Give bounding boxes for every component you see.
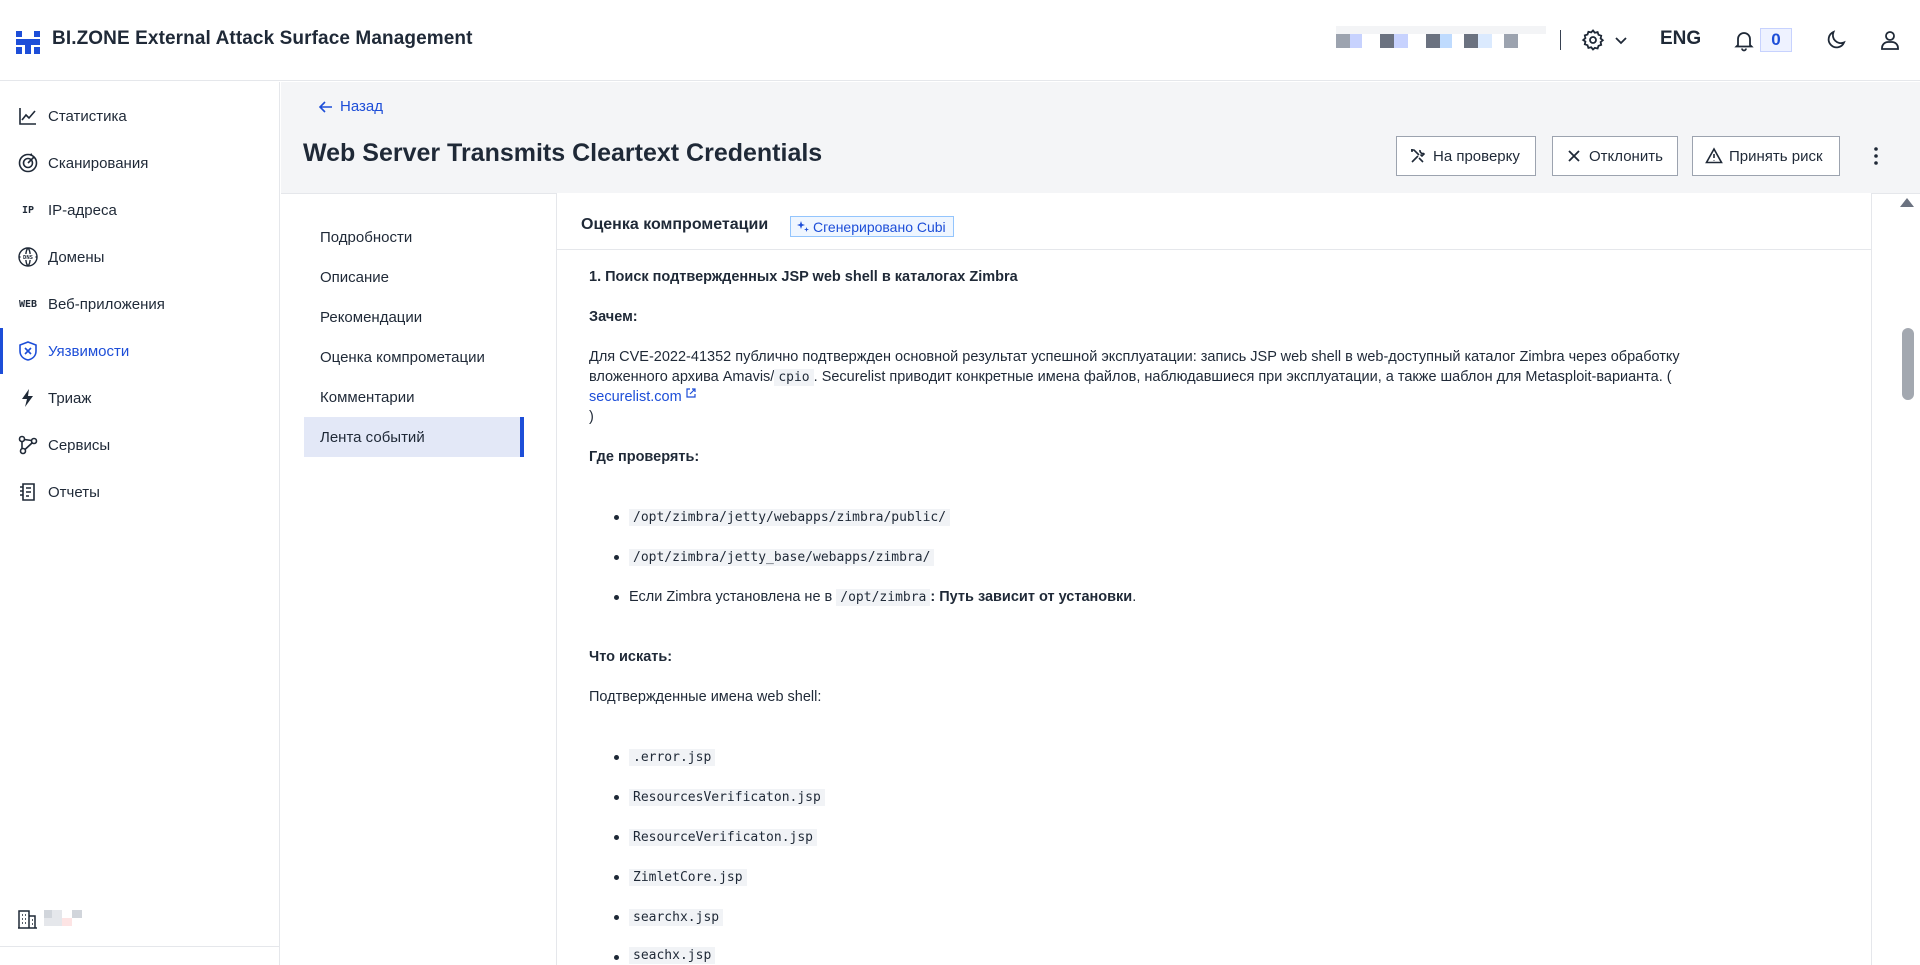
user-icon[interactable]: [1878, 28, 1902, 52]
list-item: searchx.jsp: [629, 907, 723, 928]
language-switch[interactable]: ENG: [1660, 28, 1702, 49]
subnav-event-feed[interactable]: Лента событий: [304, 417, 524, 457]
subnav-description[interactable]: Описание: [320, 268, 390, 286]
sidebar-item-label: Домены: [48, 248, 105, 266]
where-label: Где проверять:: [589, 449, 700, 465]
list-item: /opt/zimbra/jetty/webapps/zimbra/public/: [629, 507, 950, 528]
sparkle-icon: [796, 220, 810, 234]
bullet: [614, 875, 619, 880]
list-item: ZimletCore.jsp: [629, 867, 747, 888]
gear-icon[interactable]: [1581, 28, 1605, 52]
list-item: ResourceVerificaton.jsp: [629, 827, 817, 848]
tools-icon: [1409, 147, 1427, 165]
what-intro: Подтвержденные имена web shell:: [589, 689, 822, 705]
subnav-compromise-assessment[interactable]: Оценка компрометации: [320, 348, 485, 366]
subnav-recommendations[interactable]: Рекомендации: [320, 308, 423, 326]
more-vertical-icon[interactable]: [1864, 144, 1888, 168]
lightning-icon: [16, 386, 40, 410]
header-separator: [1560, 30, 1561, 50]
scroll-up-arrow[interactable]: [1900, 198, 1914, 207]
compromise-assessment-panel: [556, 193, 1872, 965]
bullet: [614, 915, 619, 920]
list-item: ResourcesVerificaton.jsp: [629, 787, 825, 808]
sidebar: [0, 82, 280, 965]
top-bar: [0, 0, 1920, 81]
sidebar-item-label: Сервисы: [48, 436, 111, 454]
sidebar-item-web-apps[interactable]: [0, 281, 279, 327]
bullet: [614, 595, 619, 600]
sidebar-item-label: Триаж: [48, 389, 92, 407]
close-icon: [1565, 147, 1583, 165]
back-link[interactable]: [318, 98, 383, 115]
notification-count[interactable]: 0: [1760, 28, 1792, 52]
sidebar-item-triage[interactable]: [0, 375, 279, 421]
ip-icon: IP: [21, 204, 35, 216]
sidebar-item-label: Статистика: [48, 107, 127, 125]
why-text-line-2: вложенного архива Amavis/ cpio . Securelist приводит конкретные имена файлов, наблюдавшиеся при эксплуатации, а также шаблон для Metasploit-варианта. (: [589, 369, 1672, 385]
list-item: .error.jsp: [629, 747, 715, 768]
bullet: [614, 755, 619, 760]
subnav-details[interactable]: Подробности: [320, 228, 413, 246]
sidebar-item-vulnerabilities[interactable]: [0, 328, 279, 374]
network-icon: [16, 433, 40, 457]
list-item: Если Zimbra установлена не в /opt/zimbra : Путь зависит от установки.: [629, 589, 1137, 605]
sidebar-item-domains[interactable]: [0, 234, 279, 280]
panel-title: Оценка компрометации: [581, 216, 769, 233]
arrow-left-icon: [318, 99, 334, 115]
shield-x-icon: [16, 339, 40, 363]
bullet: [614, 955, 619, 960]
why-text-line-1: Для CVE-2022-41352 публично подтвержден основной результат успешной эксплуатации: запись JSP web shell в web-доступный каталог Zimbra через обработку: [589, 349, 1680, 365]
bell-icon[interactable]: [1732, 28, 1756, 52]
sidebar-item-reports[interactable]: [0, 469, 279, 515]
moon-icon[interactable]: [1824, 28, 1848, 52]
svg-text:DNS: DNS: [23, 255, 33, 261]
bullet: [614, 555, 619, 560]
ai-generated-badge: Сгенерировано Cubi: [790, 216, 954, 237]
sidebar-item-label: Сканирования: [48, 154, 149, 172]
sidebar-item-ip-addresses[interactable]: [0, 187, 279, 233]
sidebar-item-label: Уязвимости: [48, 342, 130, 360]
organization-name-blurred[interactable]: [44, 910, 88, 926]
why-label: Зачем:: [589, 309, 638, 325]
reject-button[interactable]: Отклонить: [1552, 136, 1678, 176]
sidebar-item-services[interactable]: [0, 422, 279, 468]
bizone-logo-icon[interactable]: [14, 28, 42, 56]
user-name-blurred: [1336, 26, 1546, 50]
building-icon[interactable]: [16, 908, 38, 930]
sidebar-item-label: IP-адреса: [48, 201, 117, 219]
report-icon: [16, 480, 40, 504]
chart-line-icon: [16, 104, 40, 128]
bullet: [614, 515, 619, 520]
scrollbar-thumb[interactable]: [1902, 328, 1914, 400]
back-link-label: Назад: [340, 98, 383, 115]
section-heading: 1. Поиск подтвержденных JSP web shell в каталогах Zimbra: [589, 269, 1018, 285]
sidebar-item-label: Веб-приложения: [48, 295, 165, 313]
list-item: /opt/zimbra/jetty_base/webapps/zimbra/: [629, 547, 934, 568]
radar-icon: [16, 151, 40, 175]
sidebar-item-label: Отчеты: [48, 483, 100, 501]
page-title: Web Server Transmits Cleartext Credentials: [303, 139, 823, 167]
app-title[interactable]: BI.ZONE External Attack Surface Management: [52, 28, 473, 49]
bullet: [614, 795, 619, 800]
sidebar-item-scans[interactable]: [0, 140, 279, 186]
dns-icon: [16, 245, 40, 269]
what-label: Что искать:: [589, 649, 673, 665]
bullet: [614, 835, 619, 840]
inline-code: cpio: [774, 369, 813, 386]
list-item: seachx.jsp: [629, 945, 715, 965]
external-link-icon: [685, 387, 697, 399]
source-link[interactable]: securelist.com: [589, 387, 697, 407]
web-icon: WEB: [18, 298, 38, 310]
send-to-review-button[interactable]: На проверку: [1396, 136, 1536, 176]
chevron-down-icon[interactable]: [1612, 31, 1630, 49]
subnav-comments[interactable]: Комментарии: [320, 388, 415, 406]
sidebar-item-statistics[interactable]: [0, 93, 279, 139]
sidebar-divider: [0, 946, 279, 947]
warning-icon: [1705, 147, 1723, 165]
accept-risk-button[interactable]: Принять риск: [1692, 136, 1840, 176]
why-close: ): [589, 409, 594, 425]
